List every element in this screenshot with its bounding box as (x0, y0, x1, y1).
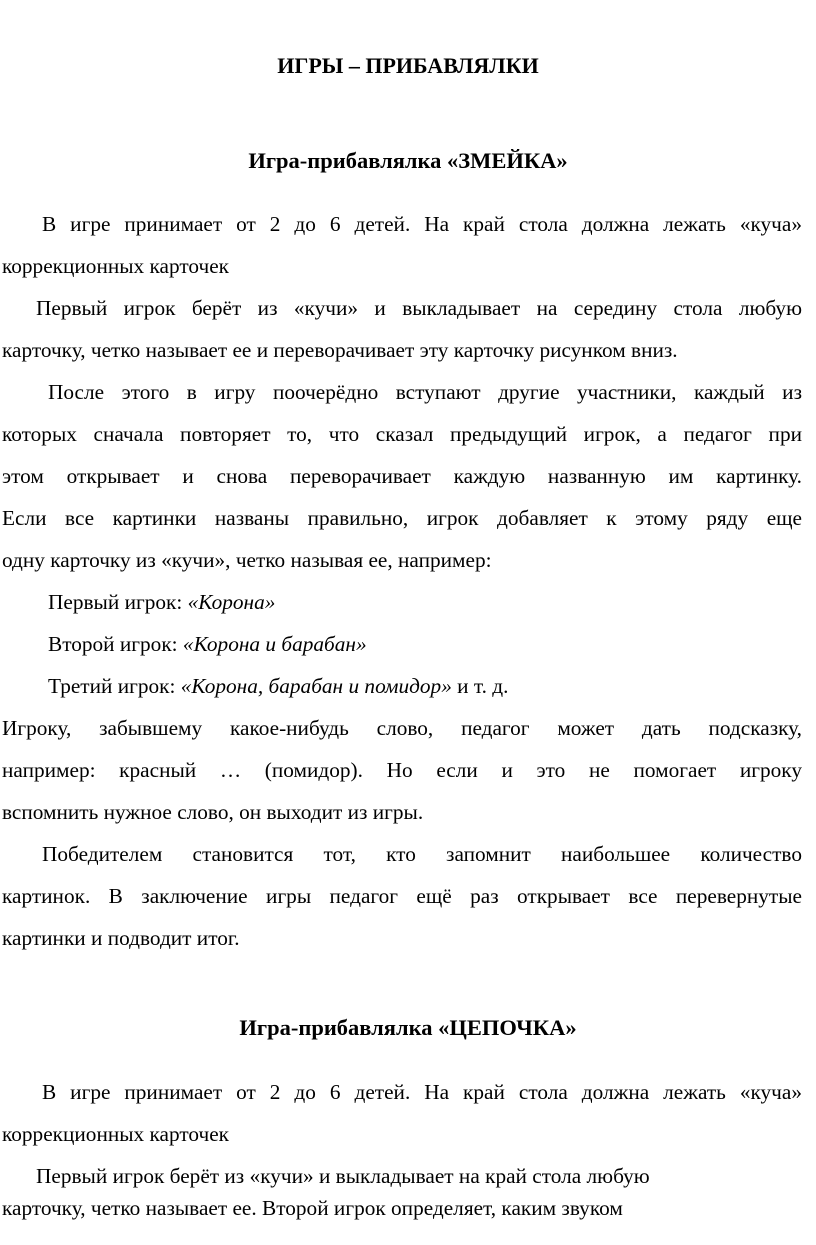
example-value: «Корона и барабан» (182, 632, 367, 656)
example-label: Первый игрок: (48, 590, 188, 614)
paragraph-line (0, 210, 802, 238)
text-span: Первый игрок берёт из «кучи» и выкладывает на середину стола любую (36, 296, 802, 320)
example-tail: и т. д. (451, 674, 509, 698)
paragraph-line (0, 378, 802, 406)
section-heading-zmeyka: Игра-прибавлялка «ЗМЕЙКА» (248, 148, 568, 173)
text-span: картинок. В заключение игры педагог ещё раз открывает все перевернутые (2, 884, 802, 908)
text-span: После этого в игру поочерёдно вступают другие участники, каждый из (48, 380, 802, 404)
paragraph-line (0, 714, 802, 742)
paragraph-line: одну карточку из «кучи», четко называя ее, например: (2, 548, 492, 572)
example-line (0, 672, 816, 700)
example-value: «Корона, барабан и помидор» (180, 674, 452, 698)
paragraph-line (0, 840, 802, 868)
paragraph-line (0, 462, 802, 490)
paragraph-line (0, 756, 802, 784)
text-span: этом открывает и снова переворачивает каждую названную им картинку. (2, 464, 802, 488)
paragraph-line (0, 294, 802, 322)
paragraph-line: карточку, четко называет ее и переворачивает эту карточку рисунком вниз. (2, 338, 678, 362)
document-title: ИГРЫ – ПРИБАВЛЯЛКИ (277, 53, 539, 78)
paragraph-line: вспомнить нужное слово, он выходит из игры. (2, 800, 424, 824)
text-span: Победителем становится тот, кто запомнит наибольшее количество (42, 842, 802, 866)
example-label: Третий игрок: (48, 674, 181, 698)
paragraph-line: коррекционных карточек (2, 254, 230, 278)
text-span: В игре принимает от 2 до 6 детей. На край стола должна лежать «куча» (42, 212, 802, 236)
paragraph-line: коррекционных карточек (2, 1122, 230, 1146)
paragraph-line (0, 1078, 802, 1106)
paragraph-line (0, 420, 802, 448)
paragraph-line: картинки и подводит итог. (2, 926, 240, 950)
paragraph-line: карточку, четко называет ее. Второй игрок определяет, каким звуком (2, 1196, 623, 1220)
paragraph-line (0, 504, 802, 532)
example-line (0, 588, 816, 616)
text-span: например: красный … (помидор). Но если и это не помогает игроку (2, 758, 802, 782)
example-line (0, 630, 816, 658)
example-value: «Корона» (187, 590, 276, 614)
paragraph-line (0, 882, 802, 910)
text-span: которых сначала повторяет то, что сказал предыдущий игрок, а педагог при (2, 422, 802, 446)
section-heading-tsepochka: Игра-прибавлялка «ЦЕПОЧКА» (239, 1015, 577, 1040)
text-span: В игре принимает от 2 до 6 детей. На край стола должна лежать «куча» (42, 1080, 802, 1104)
text-span: Если все картинки названы правильно, игрок добавляет к этому ряду еще (2, 506, 802, 530)
text-span: Игроку, забывшему какое-нибудь слово, педагог может дать подсказку, (2, 716, 802, 740)
paragraph-line: Первый игрок берёт из «кучи» и выкладывает на край стола любую (36, 1164, 650, 1188)
example-label: Второй игрок: (48, 632, 183, 656)
